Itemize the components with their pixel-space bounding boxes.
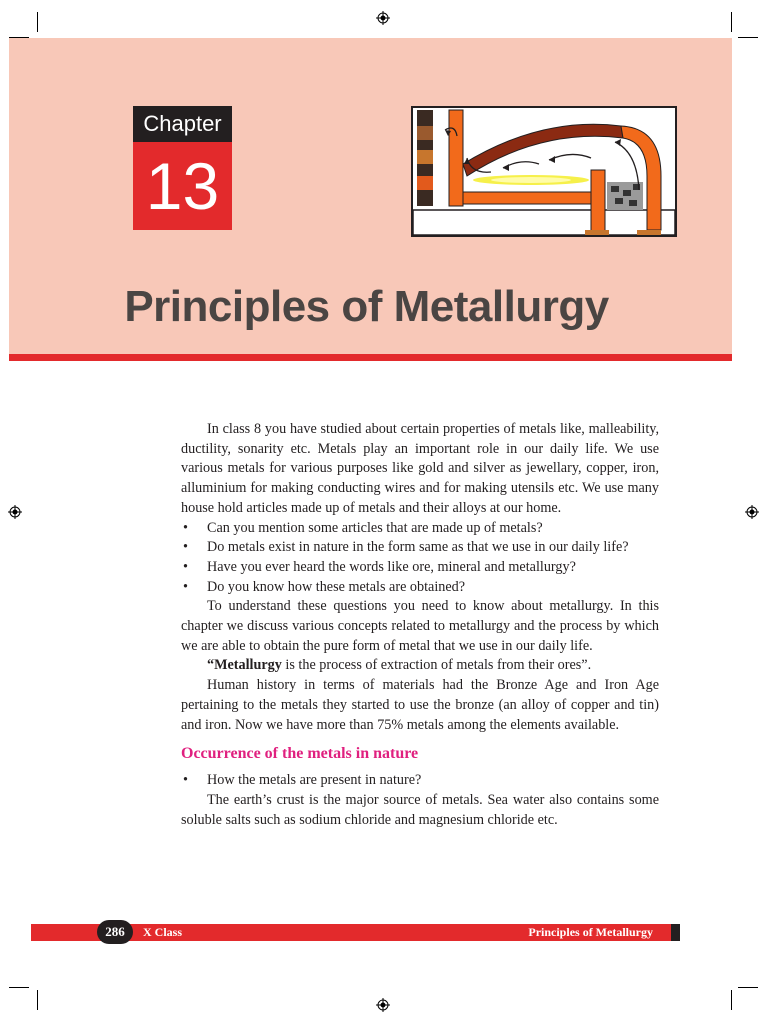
reverberatory-furnace-icon: [411, 106, 677, 237]
page-number: 286: [97, 920, 133, 944]
registration-mark-icon: [745, 505, 759, 519]
page-title: Principles of Metallurgy: [124, 282, 609, 331]
chapter-number: 13: [133, 142, 232, 230]
crop-mark: [37, 990, 38, 1010]
chapter-label: Chapter: [133, 106, 232, 142]
intro-paragraph: In class 8 you have studied about certain properties of metals like, malleability, ductility, sonarity etc. Metals play an important role in our daily life. We use various metals for various purposes like gold and silver as jewellary, copper, iron, alluminium for making conducting wires and for making utensils etc. We use many house hold articles made up of metals and their alloys at our home.: [181, 421, 659, 516]
footer-class-label: X Class: [143, 925, 183, 939]
question-list: [181, 519, 659, 598]
list-item: • Do metals exist in nature in the form same as that we use in our daily life?: [181, 538, 659, 558]
list-item: • Do you know how these metals are obtained?: [181, 578, 659, 598]
footer-bar-end: [671, 924, 680, 941]
footer-chapter-title: Principles of Metallurgy: [528, 925, 653, 939]
header-rule: [9, 354, 732, 361]
crop-mark: [731, 990, 732, 1010]
crop-mark: [731, 12, 732, 32]
list-item: • How the metals are present in nature?: [181, 771, 659, 791]
section-question-list: [181, 771, 659, 791]
definition-term: “Metallurgy: [207, 657, 282, 674]
paragraph: To understand these questions you need to know about metallurgy. In this chapter we discuss various concepts related to metallurgy and the process by which we are able to obtain the pure form of metal that we use in our daily life.: [181, 598, 659, 654]
definition-text: is the process of extraction of metals from their ores”.: [281, 657, 592, 674]
registration-mark-icon: [376, 998, 390, 1012]
crop-mark: [9, 987, 29, 988]
list-item: • Have you ever heard the words like ore, mineral and metallurgy?: [181, 558, 659, 578]
chapter-badge: [133, 106, 232, 230]
crop-mark: [738, 37, 758, 38]
crop-mark: [37, 12, 38, 32]
section-heading: Occurrence of the metals in nature: [181, 745, 419, 763]
body-text: [181, 420, 659, 830]
definition-paragraph: [181, 656, 659, 676]
registration-mark-icon: [8, 505, 22, 519]
registration-mark-icon: [376, 11, 390, 25]
paragraph: The earth’s crust is the major source of metals. Sea water also contains some soluble salts such as sodium chloride and magnesium chloride etc.: [181, 791, 659, 828]
paragraph: Human history in terms of materials had the Bronze Age and Iron Age pertaining to the metals they started to use the bronze (an alloy of copper and tin) and iron. Now we have more than 75% metals among the elements available.: [181, 677, 659, 733]
crop-mark: [738, 987, 758, 988]
list-item: • Can you mention some articles that are made up of metals?: [181, 519, 659, 539]
